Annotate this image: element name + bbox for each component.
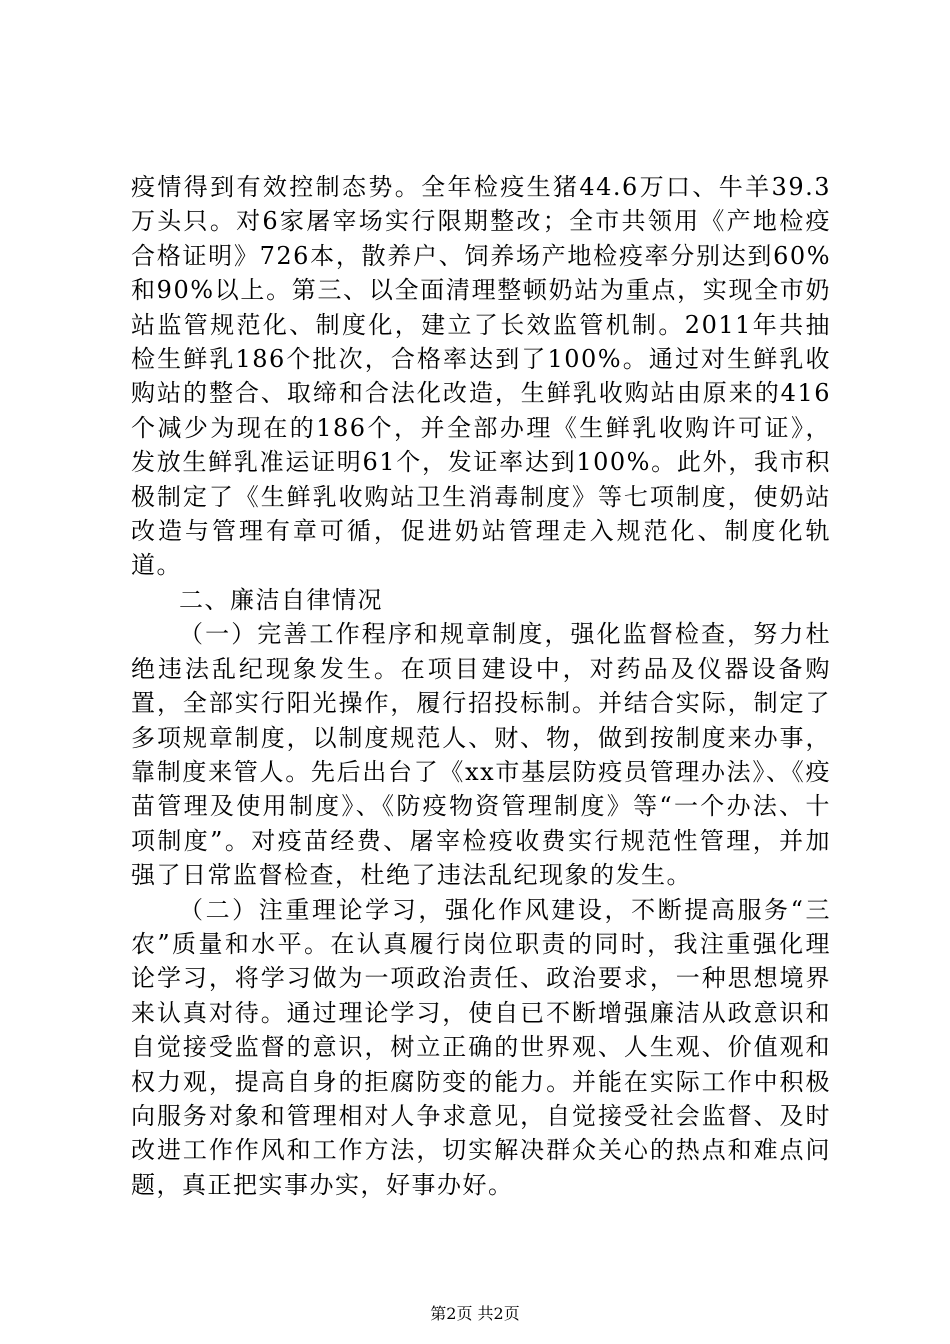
- paragraph-procedures: （一）完善工作程序和规章制度，强化监督检查，努力杜绝违法乱纪现象发生。在项目建设中，对药品及仪器设备购置，全部实行阳光操作，履行招投标制。并结合实际，制定了多项规章制度，以制度规范人、财、物，做到按制度来办事，靠制度来管人。先后出台了《xx市基层防疫员管理办法》、《疫苗管理及使用制度》、《防疫物资管理制度》等“一个办法、十项制度”。对疫苗经费、屠宰检疫收费实行规范性管理，并加强了日常监督检查，杜绝了违法乱纪现象的发生。: [131, 620, 831, 890]
- document-body: [131, 170, 831, 1202]
- page-footer: 第2页 共2页: [430, 1304, 520, 1323]
- paragraph-theory-study: （二）注重理论学习，强化作风建设，不断提高服务“三农”质量和水平。在认真履行岗位职责的同时，我注重强化理论学习，将学习做为一项政治责任、政治要求，一种思想境界来认真对待。通过理论学习，使自已不断增强廉洁从政意识和自觉接受监督的意识，树立正确的世界观、人生观、价值观和权力观，提高自身的拒腐防变的能力。并能在实际工作中积极向服务对象和管理相对人争求意见，自觉接受社会监督、及时改进工作作风和工作方法，切实解决群众关心的热点和难点问题，真正把实事办实，好事办好。: [131, 895, 831, 1199]
- paragraph-continuation: 疫情得到有效控制态势。全年检疫生猪44.6万口、牛羊39.3万头只。对6家屠宰场实行限期整改；全市共领用《产地检疫合格证明》726本，散养户、饲养场产地检疫率分别达到60%和90%以上。第三、以全面清理整顿奶站为重点，实现全市奶站监管规范化、制度化，建立了长效监管机制。2011年共抽检生鲜乳186个批次，合格率达到了100%。通过对生鲜乳收购站的整合、取缔和合法化改造，生鲜乳收购站由原来的416个减少为现在的186个，并全部办理《生鲜乳收购许可证》，发放生鲜乳准运证明61个，发证率达到100%。此外，我市积极制定了《生鲜乳收购站卫生消毒制度》等七项制度，使奶站改造与管理有章可循，促进奶站管理走入规范化、制度化轨道。: [131, 173, 831, 580]
- section-heading-integrity: 二、廉洁自律情况: [179, 585, 383, 614]
